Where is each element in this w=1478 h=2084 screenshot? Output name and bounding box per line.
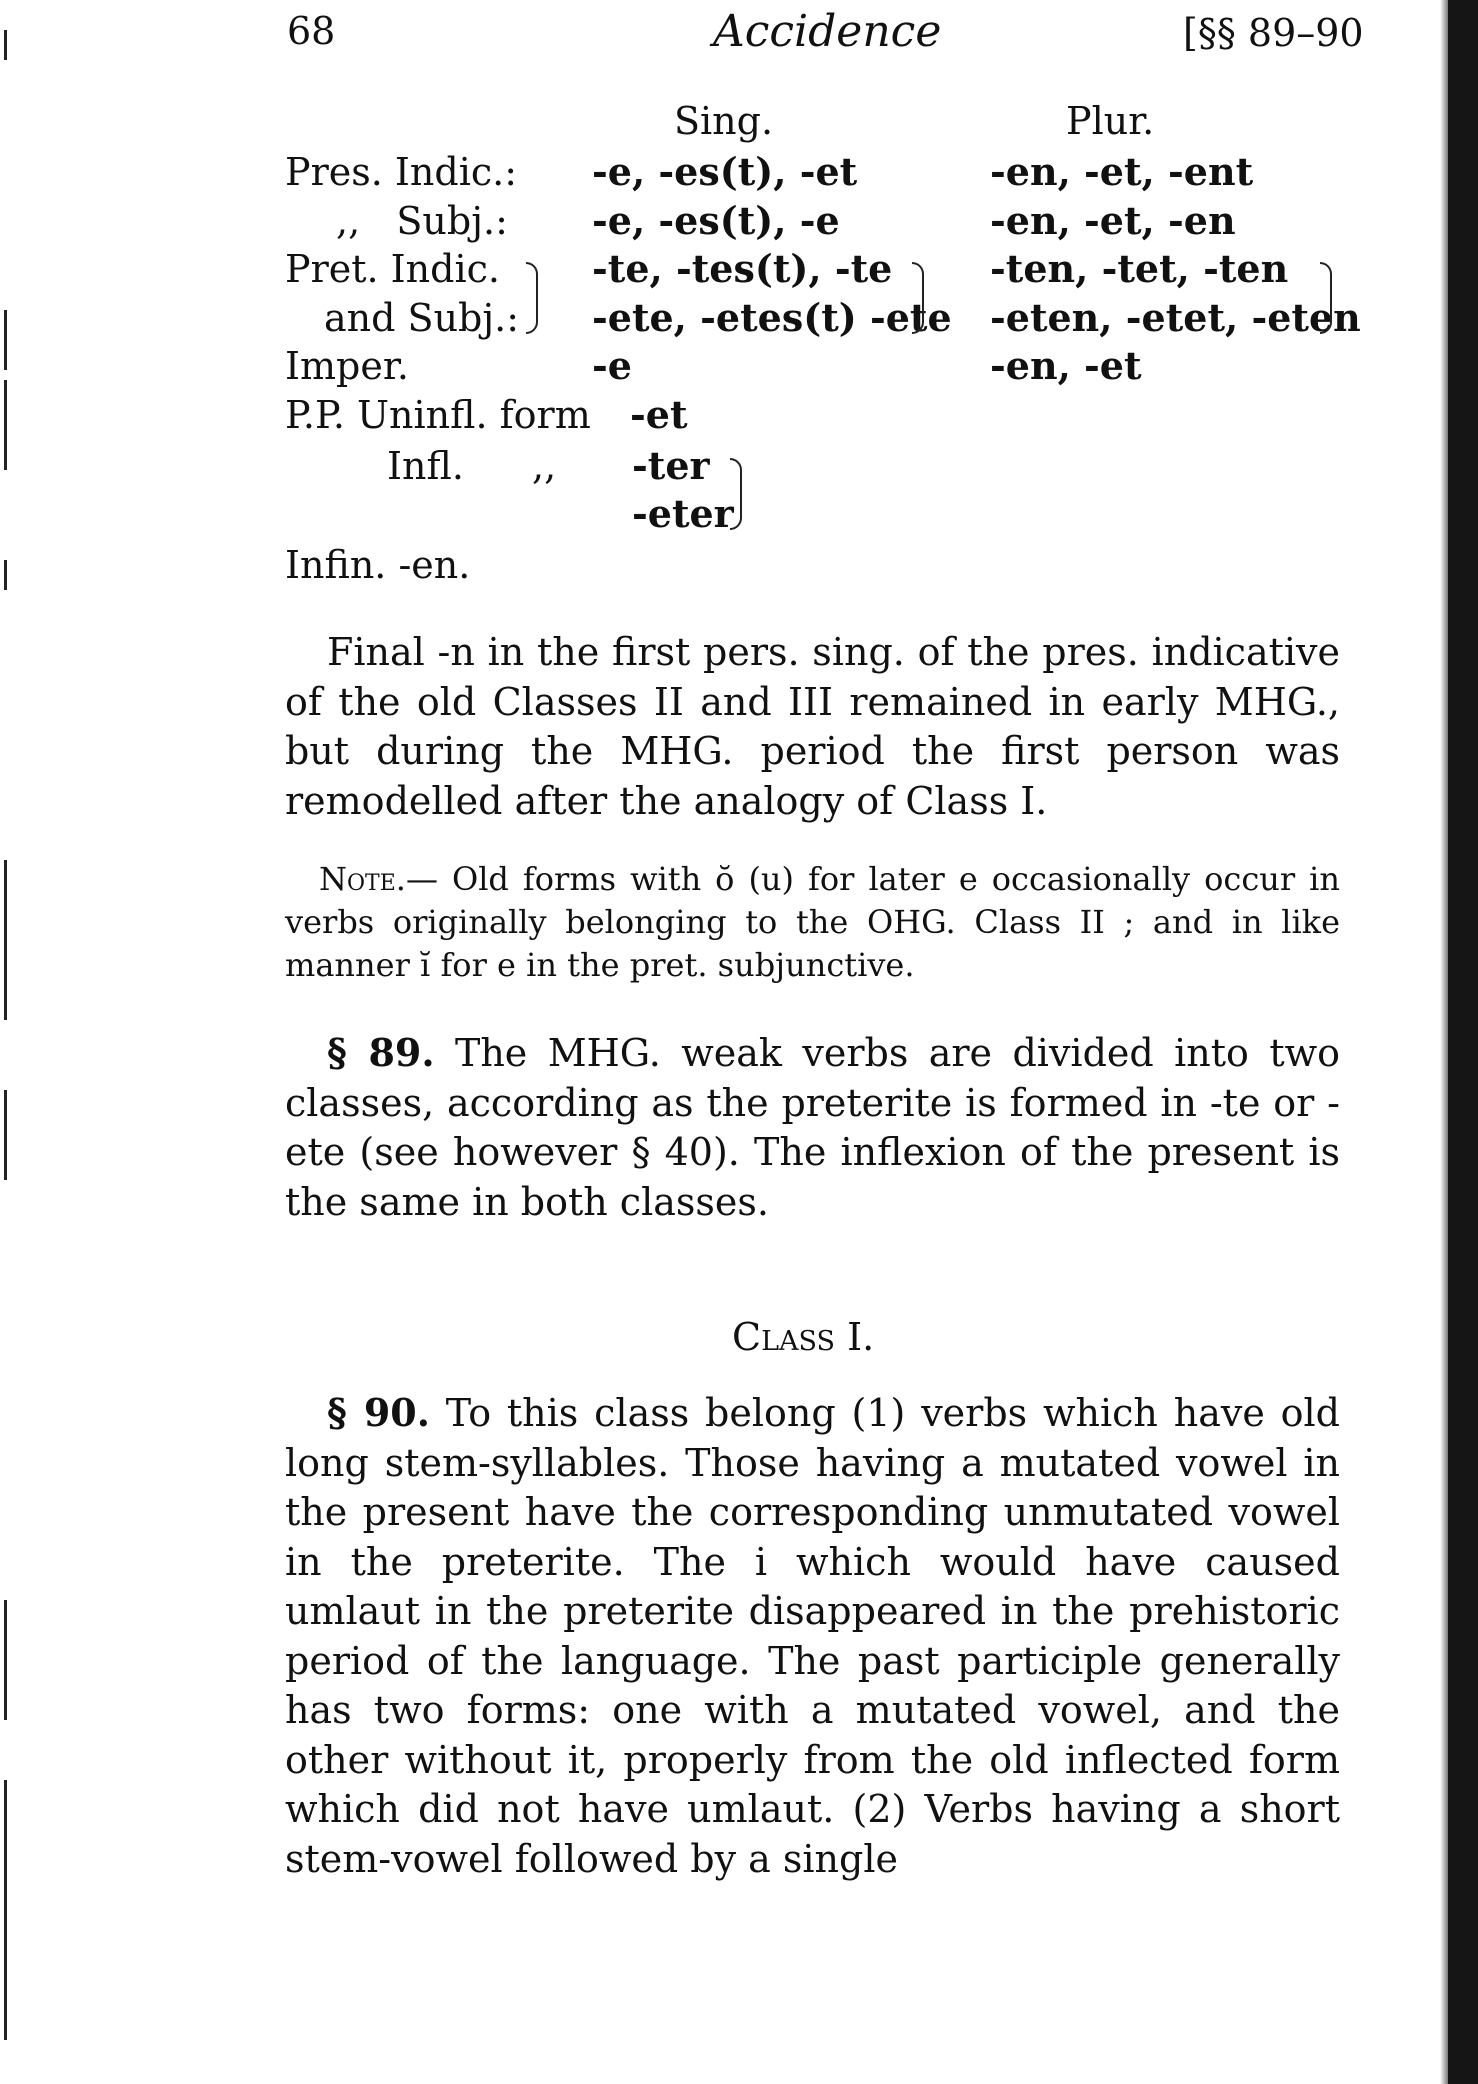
brace-plur [1320,262,1332,334]
scan-mark [4,30,7,60]
col-header-plur: Plur. [1066,99,1155,143]
sing-ending: -e, -es(t), -e [592,198,840,243]
running-title: Accidence [713,6,942,57]
sing-ending: -e, -es(t), -et [592,149,858,194]
page-number: 68 [287,9,336,53]
infl-ending: -eter [632,491,734,536]
section-number: § 89. [327,1030,435,1075]
scan-mark [4,1780,7,2040]
scan-mark [4,560,7,590]
note-text: — Old forms with ŏ (u) for later e occasionally occur in verbs originally belonging to the OHG. Class II ; and in like manner ĭ for e in the pret. subjunctive. [285,860,1340,984]
scan-mark [4,860,7,1020]
pp-uninfl-ending: -et [630,392,688,437]
section-89 [285,1028,1340,1227]
section-text: The MHG. weak verbs are divided into two classes, according as the preterite is formed in -te or -ete (see however § 40). The inflexion of the present is the same in both classes. [285,1031,1340,1224]
scan-mark [4,1600,7,1720]
brace-infl [730,458,742,530]
class-heading: Class I. [732,1315,875,1359]
section-90 [285,1388,1340,1884]
note [285,858,1340,987]
row-label: Pret. Indic. [285,247,500,291]
infl-ending: -ter [632,443,710,488]
plur-ending: -eten, -etet, -eten [990,295,1361,340]
brace-sing [912,262,924,334]
binding-shadow [1440,0,1448,2084]
section-number: § 90. [327,1390,430,1435]
pp-label: P.P. Uninfl. form [285,393,591,437]
infl-label: Infl. [387,444,464,488]
brace-label [526,262,538,334]
paragraph-text: Final -n in the first pers. sing. of the pres. indicative of the old Classes II and III remained in early MHG., but during the MHG. period the first person was remodelled after the analogy of Class I. [285,630,1340,823]
binding-edge [1448,0,1478,2084]
note-lead: Note. [319,860,406,898]
scan-mark [4,310,7,370]
plur-ending: -en, -et, -en [990,198,1236,243]
sing-ending: -te, -tes(t), -te [592,246,893,291]
row-label: and Subj.: [324,296,520,340]
scan-mark [4,1090,7,1180]
ditto-mark: ,, [532,444,557,488]
section-text: To this class belong (1) verbs which have old long stem-syllables. Those having a mutated vowel in the present have the corresponding unmutated vowel in the preterite. The i which would have caused umlaut in the preterite disappeared in the prehistoric period of the language. The past participle generally has two forms: one with a mutated vowel, and the other without it, properly from the old inflected form which did not have umlaut. (2) Verbs having a short stem-vowel followed by a single [285,1391,1340,1881]
sing-ending: -ete, -etes(t) -ete [592,295,952,340]
row-label: ,, Subj.: [336,199,508,243]
infinitive: Infin. -en. [285,543,471,587]
section-range: [§§ 89–90 [1183,11,1364,55]
row-label: Imper. [285,344,409,388]
paragraph [285,628,1340,826]
scan-mark [4,380,7,470]
plur-ending: -en, -et [990,343,1142,388]
plur-ending: -ten, -tet, -ten [990,246,1289,291]
sing-ending: -e [592,343,632,388]
col-header-sing: Sing. [674,99,774,143]
plur-ending: -en, -et, -ent [990,149,1254,194]
row-label: Pres. Indic.: [285,150,518,194]
